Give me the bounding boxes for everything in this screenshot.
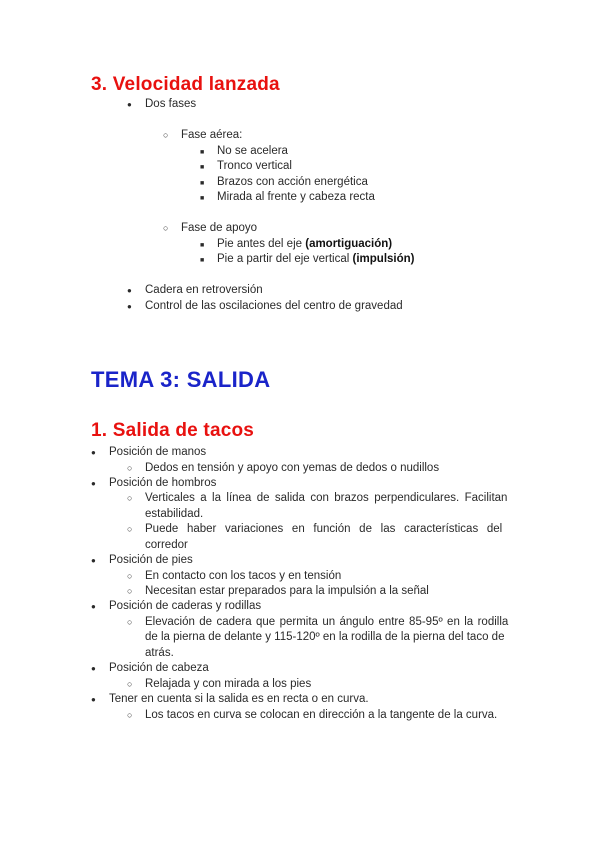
bullet-square [200,190,204,207]
bullet-square [200,159,204,176]
list-item-line: Elevación de cadera que permita un ángulo entre 85-95º en la rodilla [145,616,509,628]
list-item-line: estabilidad. [145,508,204,520]
bullet-circle [127,491,132,507]
bullet-circle [127,615,132,631]
heading-salida-de-tacos: 1. Salida de tacos [91,420,255,441]
item-posicion-manos: Posición de manos [109,446,207,458]
list-item: Los tacos en curva se colocan en dirección a la tangente de la curva. [145,709,498,721]
bullet-circle [127,677,132,693]
list-item: Dedos en tensión y apoyo con yemas de dedos o nudillos [145,462,440,474]
bullet-circle [127,584,132,600]
bullet-circle [127,461,132,477]
item-text: Pie a partir del eje vertical [217,253,353,265]
bullet-circle [163,221,168,237]
bullet-circle [127,522,132,538]
list-item [217,252,414,268]
bullet-circle [127,708,132,724]
list-item: Mirada al frente y cabeza recta [217,191,375,203]
item-text: Pie antes del eje [217,238,306,250]
item-recta-curva: Tener en cuenta si la salida es en recta o en curva. [109,693,369,705]
list-item: Necesitan estar preparados para la impulsión a la señal [145,585,429,597]
bullet-circle [163,128,168,144]
bullet-disc [127,97,132,113]
bullet-circle [127,569,132,585]
item-dos-fases: Dos fases [145,98,197,110]
list-item: En contacto con los tacos y en tensión [145,570,342,582]
item-bold-text: (amortiguación) [305,238,393,250]
item-bold-text: (impulsión) [352,253,415,265]
item-posicion-cabeza: Posición de cabeza [109,662,209,674]
item-posicion-hombros: Posición de hombros [109,477,217,489]
item-fase-apoyo: Fase de apoyo [181,222,258,234]
list-item: Brazos con acción energética [217,176,368,188]
item-posicion-pies: Posición de pies [109,554,193,566]
item-control: Control de las oscilaciones del centro de gravedad [145,300,403,312]
list-item-line: Puede haber variaciones en función de las características del [145,523,503,535]
list-item-line: Verticales a la línea de salida con brazos perpendiculares. Facilitan [145,492,508,504]
list-item: Tronco vertical [217,160,292,172]
page-title: TEMA 3: SALIDA [91,367,271,392]
list-item-line: de la pierna de delante y 115-120º en la rodilla de la pierna del taco de [145,631,505,643]
list-item: Relajada y con mirada a los pies [145,678,312,690]
item-posicion-caderas: Posición de caderas y rodillas [109,600,262,612]
bullet-disc [91,476,96,492]
list-item-line: corredor [145,539,188,551]
bullet-disc [127,283,132,299]
list-item-line: atrás. [145,647,174,659]
bullet-disc [91,553,96,569]
list-item [217,237,392,253]
bullet-disc [91,692,96,708]
item-cadera: Cadera en retroversión [145,284,263,296]
bullet-disc [127,299,132,315]
bullet-disc [91,599,96,615]
bullet-disc [91,445,96,461]
item-fase-aerea: Fase aérea: [181,129,243,141]
bullet-disc [91,661,96,677]
list-item: No se acelera [217,145,288,157]
heading-velocidad-lanzada: 3. Velocidad lanzada [91,74,280,95]
bullet-square [200,252,204,269]
